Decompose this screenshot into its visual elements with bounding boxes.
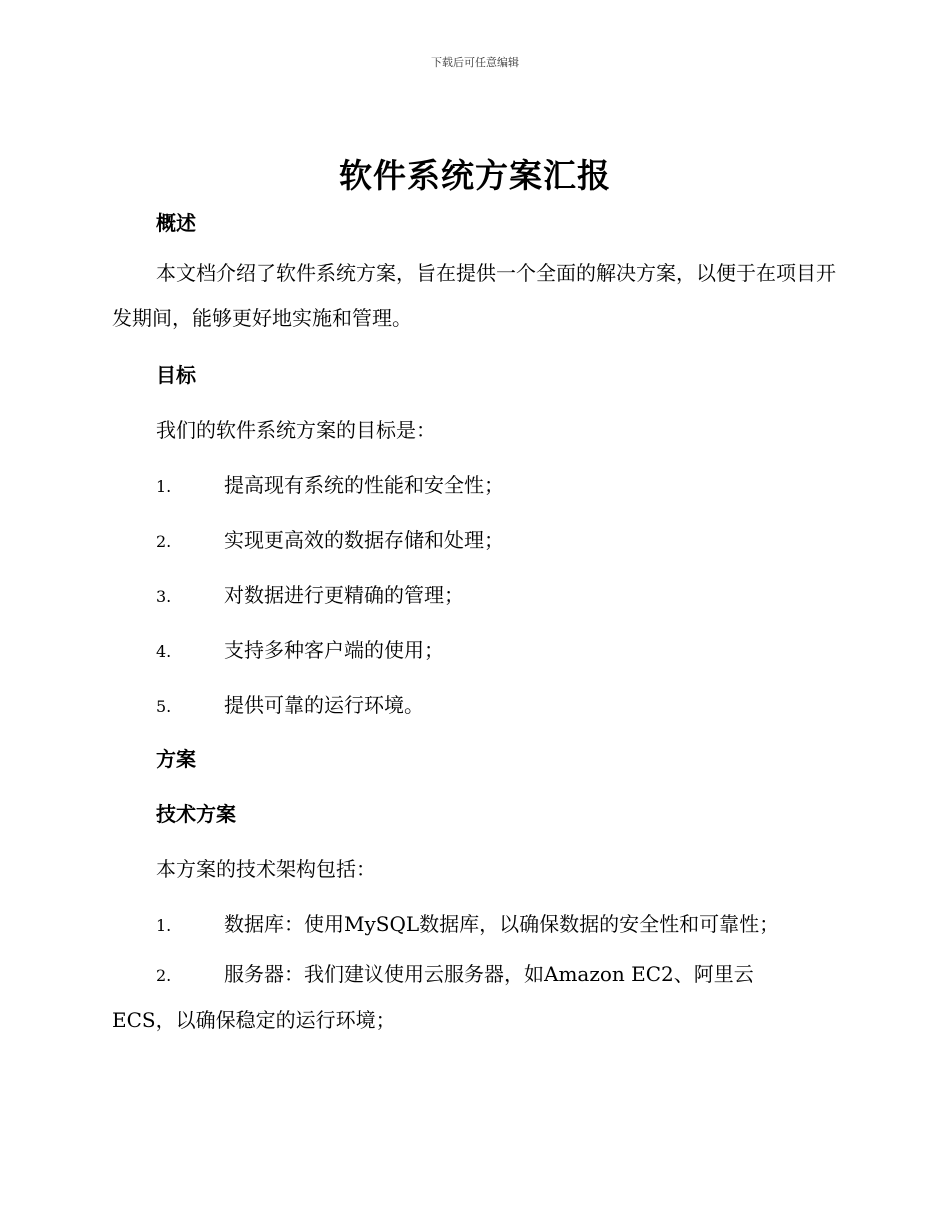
- goal-item: [156, 634, 444, 663]
- overview-paragraph: 本文档介绍了软件系统方案，旨在提供一个全面的解决方案，以便于在项目开发期间，能够更好地实施和管理。: [112, 261, 836, 330]
- list-text: 支持多种客户端的使用；: [224, 638, 444, 662]
- list-number: 3.: [156, 587, 172, 606]
- list-number: 2.: [156, 966, 172, 985]
- heading-overview: 概述: [156, 211, 196, 235]
- list-number: 2.: [156, 532, 172, 551]
- list-line: [112, 952, 812, 998]
- list-text: 对数据进行更精确的管理；: [224, 583, 464, 607]
- list-number: 1.: [156, 916, 172, 935]
- goal-item: [156, 579, 464, 608]
- goal-item: [156, 524, 504, 553]
- list-text-continued: ECS，以确保稳定的运行环境；: [112, 1008, 396, 1032]
- goal-item: [156, 469, 504, 498]
- list-text: 数据库：使用MySQL数据库，以确保数据的安全性和可靠性；: [224, 912, 780, 936]
- tech-item: [156, 908, 779, 937]
- goals-intro: 我们的软件系统方案的目标是：: [156, 418, 436, 442]
- heading-plan: 方案: [156, 747, 196, 771]
- heading-tech: 技术方案: [156, 802, 236, 826]
- list-text: 实现更高效的数据存储和处理；: [224, 528, 504, 552]
- tech-item: [112, 952, 812, 1043]
- list-text: 提供可靠的运行环境。: [224, 693, 424, 717]
- document-title: 软件系统方案汇报: [339, 156, 611, 195]
- list-text: 提高现有系统的性能和安全性；: [224, 473, 504, 497]
- list-number: 1.: [156, 477, 172, 496]
- list-number: 5.: [156, 697, 172, 716]
- list-text: 服务器：我们建议使用云服务器，如Amazon EC2、阿里云: [224, 962, 754, 986]
- heading-goals: 目标: [156, 363, 196, 387]
- goal-item: [156, 689, 424, 718]
- header-note: 下载后可任意编辑: [431, 56, 519, 69]
- tech-intro: 本方案的技术架构包括：: [156, 857, 376, 881]
- list-number: 4.: [156, 642, 172, 661]
